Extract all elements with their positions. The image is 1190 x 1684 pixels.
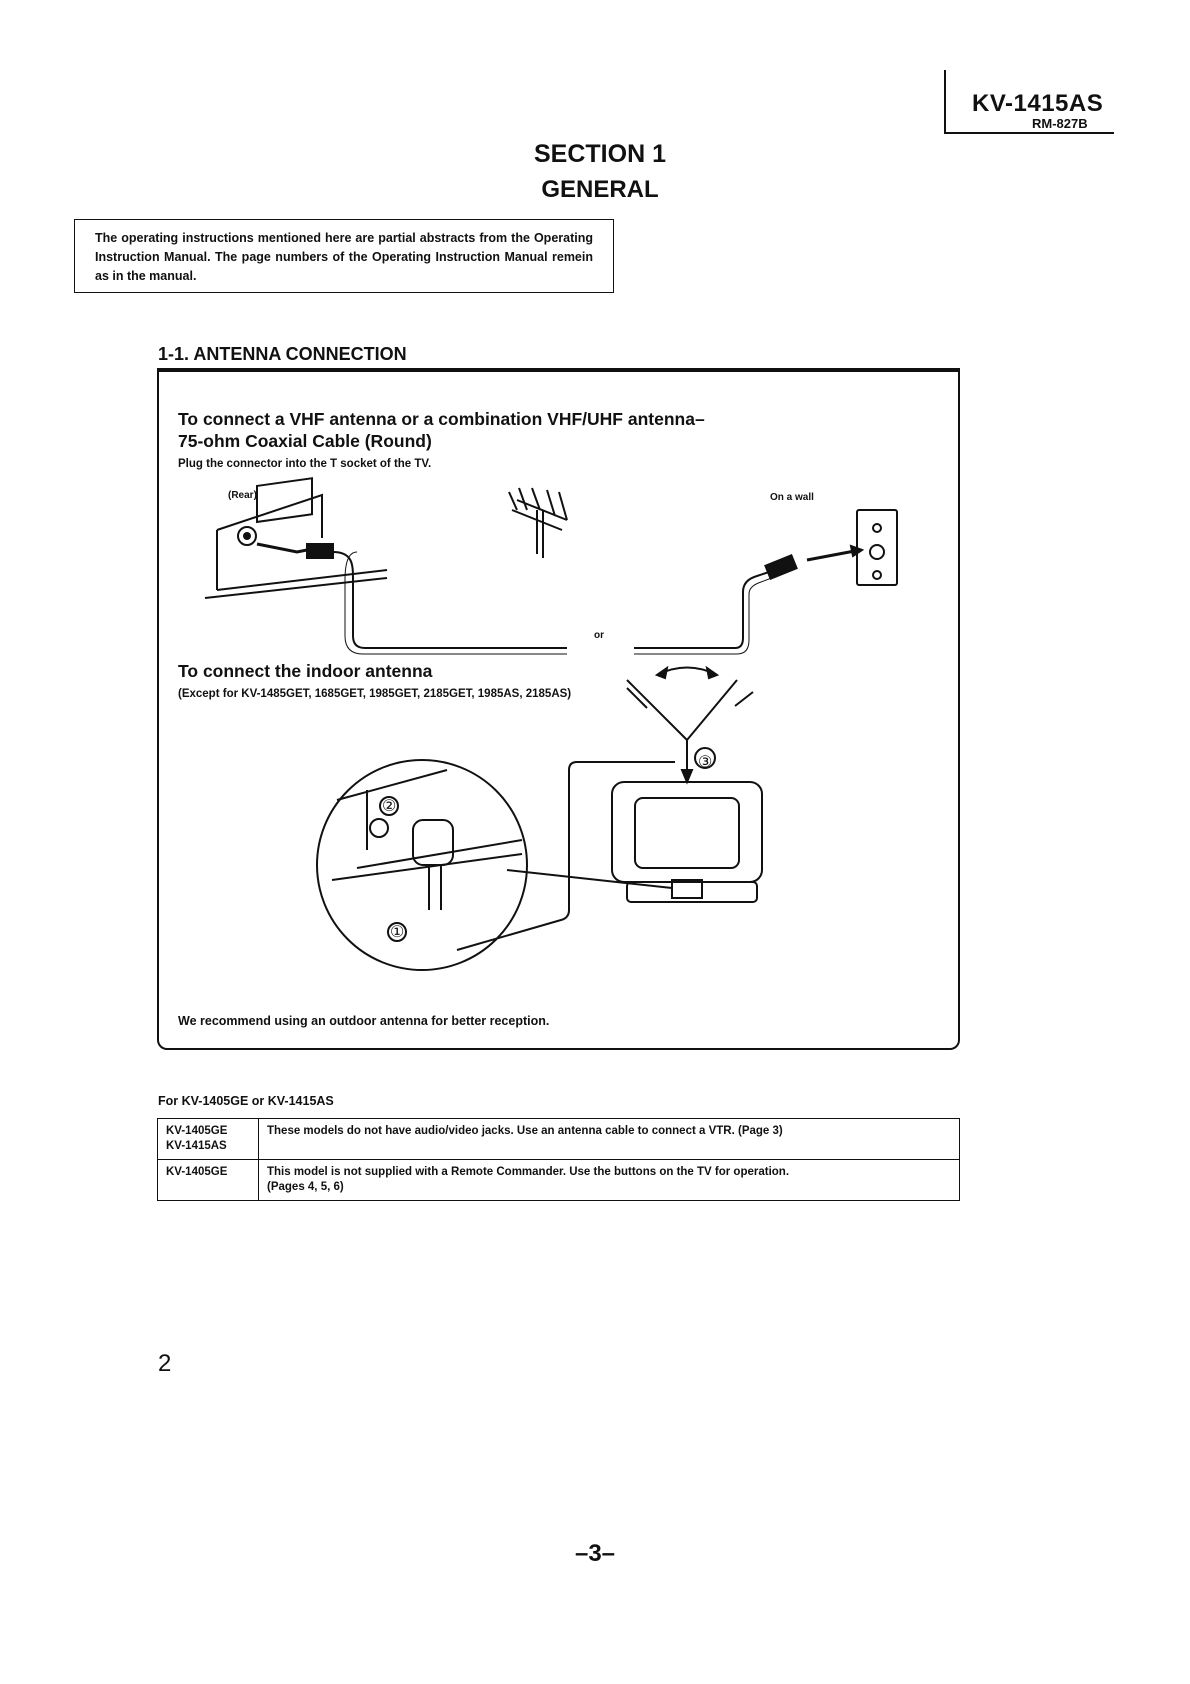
vhf-title-line2: 75-ohm Coaxial Cable (Round) [178,431,432,451]
label-rear: (Rear) [228,490,257,501]
footer-page-number: –3– [574,1540,616,1567]
table-row [158,1160,960,1201]
models-table [157,1118,960,1201]
wall-outlet-illustration [807,510,897,585]
indoor-antenna-exceptions: (Except for KV-1485GET, 1685GET, 1985GET, 2185GET, 1985AS, 2185AS) [178,688,572,700]
indoor-antenna-cable [457,762,675,950]
table-row [158,1119,960,1160]
model-name: KV-1405GE [166,1166,228,1178]
section-title: SECTION 1 [534,140,666,168]
label-or: or [594,630,604,641]
indoor-antenna-title: To connect the indoor antenna [178,661,433,681]
recommendation-note: We recommend using an outdoor antenna for better reception. [178,1014,550,1028]
label-on-a-wall: On a wall [770,492,814,503]
step-3-label: ③ [698,754,713,771]
model-note: These models do not have audio/video jacks. Use an antenna cable to connect a VTR. (Page 3) [267,1125,783,1137]
step-2-label: ② [382,798,397,815]
tv-rear-panel-illustration [205,478,387,598]
model-cell [158,1160,259,1201]
antenna-section-heading: 1-1. ANTENNA CONNECTION [158,344,407,364]
model-number: KV-1415AS [972,90,1104,117]
page-number: 2 [158,1350,172,1377]
remote-model-number: RM-827B [1032,116,1088,131]
vhf-title-line1: To connect a VHF antenna or a combination VHF/UHF antenna– [178,409,705,429]
step-1-label: ① [390,924,405,941]
model-note: This model is not supplied with a Remote Commander. Use the buttons on the TV for operation. [267,1166,790,1178]
models-heading: For KV-1405GE or KV-1415AS [158,1094,334,1108]
model-note-pages: (Pages 4, 5, 6) [267,1181,344,1193]
note-cell [259,1160,960,1201]
note-cell [259,1119,960,1160]
section-subtitle: GENERAL [541,176,659,203]
coaxial-cable-illustration [333,552,797,654]
antenna-connection-diagram [157,470,960,1010]
model-name: KV-1415AS [166,1140,227,1152]
indoor-antenna-illustration [627,668,753,783]
model-cell [158,1119,259,1160]
model-name: KV-1405GE [166,1125,228,1137]
vhf-antenna-illustration [509,488,567,558]
tv-front-illustration [507,782,762,902]
vhf-instruction: Plug the connector into the T socket of the TV. [178,458,432,470]
notice-box: The operating instructions mentioned here are partial abstracts from the Operating Instruction Manual. The page numbers of the Operating Instruction Manual remein as in the manual. [74,219,614,293]
